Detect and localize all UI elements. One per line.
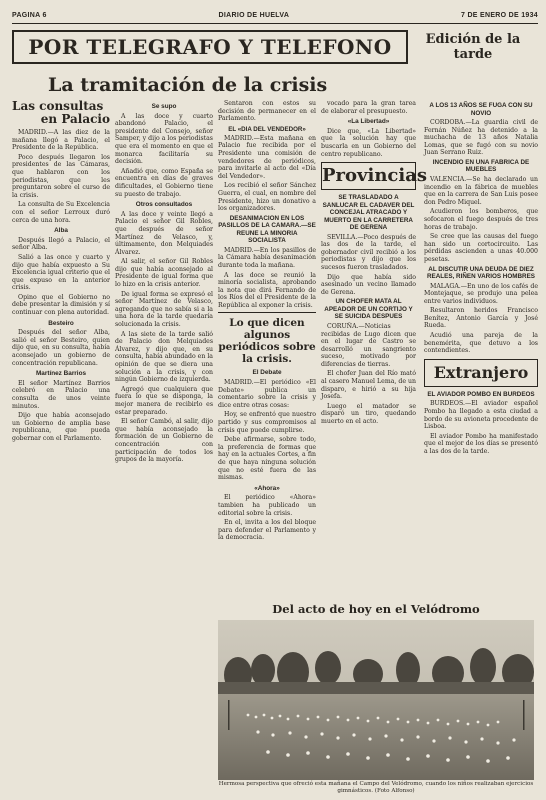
sub-otros-consultados: Otros consultados <box>135 201 193 209</box>
paragraph: Se cree que las causas del fuego han sido un cortocircuito. Las pérdidas ascienden a unas 40.000 pesetas. <box>424 233 538 263</box>
consultas-headline: Las consultas en Palacio <box>12 99 110 126</box>
paragraph: Hoy, se enfrentó que nuestro partido y sus compromisos al crisis que puede cumplirse. <box>218 411 316 434</box>
col1-besteiro <box>12 329 110 367</box>
velodromo-photo-image <box>218 620 534 780</box>
page-date: 7 DE ENERO DE 1934 <box>461 12 538 19</box>
sub-sanlucar: SE TRASLADADO A SANLUCAR EL CADAVER DEL CONCEJAL ATRACADO Y MUERTO EN LA CARRETERA DE GERENA <box>322 194 415 232</box>
main-headline: La tramitación de la crisis <box>48 74 328 96</box>
column-5 <box>424 100 538 458</box>
paragraph: De igual forma se expresó el señor Martínez de Velasco, agregando que no sabía si a la una hora de la tarde quedaría solucionada la crisis. <box>115 290 213 329</box>
paragraph: El señor Martínez Barrios celebró en Palacio una consulta de unos veinte minutos. <box>12 379 110 410</box>
col5-part4 <box>424 400 538 455</box>
sub-ahora: «Ahora» <box>254 484 280 492</box>
col5-part3 <box>424 283 538 355</box>
paragraph: Opino que el Gobierno no debe presentar la dimisión y sí continuar con plena autoridad. <box>12 293 110 317</box>
column-3 <box>218 100 316 544</box>
page-label: PAGINA 6 <box>12 12 47 19</box>
col3-part1 <box>218 135 316 213</box>
sub-fuga: A LOS 13 AÑOS SE FUGA CON SU NOVIO <box>429 102 533 117</box>
col3-part3 <box>218 379 316 482</box>
paragraph: Resultaron heridos Francisco Benítez, Antonio García y José Rueda. <box>424 307 538 330</box>
paragraph: Al salir, el señor Gil Robles dijo que había aconsejado al Presidente de igual forma que lo hizo en la crisis anterior. <box>115 258 213 289</box>
paragraph: La consulta de Su Excelencia con el señor Lerroux duró cerca de una hora. <box>12 201 110 224</box>
sub-el-debate: El Debate <box>252 369 282 377</box>
col4-intro: vocado para la gran tarea de elaborar el presupuesto. <box>321 100 416 115</box>
col5-part1 <box>424 119 538 157</box>
paragraph: SEVILLA.—Poco después de las dos de la tarde, el gobernador civil recibió a los periodistas y dijo que los sucesos fueron trasladados. <box>321 233 416 272</box>
paragraph: El aviador Pombo ha manifestado que el mejor de los días se presentó a las dos de la tarde. <box>424 432 538 455</box>
paragraph: Agregó que cualquiera que fuera lo que se disponga, la mejor manera de recibirlo es estar preparado. <box>115 385 213 416</box>
paragraph: A las doce se reunió la minoría socialista, aprobando la nota que dirá Fernando de los Ríos del el Presidente de la República al exponer la crisis. <box>218 271 316 309</box>
col3-intro: Sentaron con estos su decisión de permanecer en el Parlamento. <box>218 100 316 123</box>
paragraph: Dice que, «La Libertad» que la solución hay que buscarla en un Gobierno del centro republicano. <box>321 127 416 158</box>
col4-part3 <box>321 323 416 426</box>
sub-martinez-barrios: Martínez Barrios <box>35 370 87 378</box>
paragraph: VALENCIA.—Se ha declarado un incendio en la fábrica de muebles que en la carrera de San Luis posee don Pedro Miquel. <box>424 175 538 206</box>
paragraph: Salió a las once y cuarto y dijo que había expuesto a Su Excelencia igual criterio que el que expuso en la anterior crisis. <box>12 253 110 292</box>
col3-part2 <box>218 247 316 310</box>
paragraph: El señor Cambó, al salir, dijo que había aconsejado la formación de un Gobierno de concentración con participación de todos los grupos de la mayoría. <box>115 418 213 464</box>
paragraph: En el, invita a los del bloque para defender el Parlamento y la democracia. <box>218 519 316 542</box>
col5-part2 <box>424 176 538 264</box>
paragraph: Dijo que había aconsejado un Gobierno de amplia base republicana, que pueda gobernar con el Parlamento. <box>12 412 110 442</box>
paragraph: MADRID.—Esta mañana en Palacio fue recibida por el Presidente una comisión de vendedores de periódicos, para invitarle al acto del «Día del Vendedor». <box>218 134 316 180</box>
paragraph: CORUÑA.—Noticias recibidas de Lugo dicen que en el lugar de Castro se desarrolló un sangriento suceso, motivado por diferencias de tierras. <box>321 322 416 368</box>
column-1 <box>12 100 110 445</box>
sub-pombo: EL AVIADOR POMBO EN BURDEOS <box>427 390 535 398</box>
col4-part1 <box>321 128 416 158</box>
paragraph: Acudieron los bomberos, que sofocaron el fuego después de tres horas de trabajo. <box>424 208 538 231</box>
paragraph: Acudió una pareja de la benemérita, que detuvo a los contendientes. <box>424 332 538 355</box>
provincias-title: Provincias <box>321 162 416 190</box>
col2-part2 <box>115 211 213 464</box>
sub-alba: Alba <box>54 227 68 235</box>
sub-chofer: UN CHOFER MATA AL APEADOR DE UN CORTIJO Y SE SUICIDA DESPUES <box>324 298 413 321</box>
column-4 <box>321 100 428 428</box>
paper-name: DIARIO DE HUELVA <box>218 12 290 19</box>
paragraph: CORDOBA.—La guardia civil de Fernán Núñez ha detenido a la muchacha de 13 años Natalia Lomas, que se fugó con su novio Juan Serrano Ruiz. <box>424 119 538 157</box>
paragraph: Poco después llegaron los presidentes de las Cámaras, que hablaron con los periodistas, que les preguntaron sobre el curso de la crisis. <box>12 153 110 199</box>
col2-part1 <box>115 113 213 199</box>
paragraph: BURDEOS.—El aviador español Pombo ha llegado a esta ciudad a bordo de su avioneta procedente de Lisboa. <box>424 400 538 431</box>
paragraph: A las siete de la tarde salió de Palacio don Melquiades Álvarez, y dijo que, en su consulta, había abundado en la opinión de que se diera una solución a la crisis, y con ningún Gobierno de izquierda. <box>115 330 213 384</box>
paragraph: MADRID.—A las diez de la mañana llegó a Palacio, el Presidente de la República. <box>12 129 110 152</box>
paragraph: Añadió que, como España se encuentra en días de graves dificultades, el Gobierno tiene su puesto de trabajo. <box>115 167 213 198</box>
paragraph: Después del señor Alba, salió el señor Besteiro, quien dijo que, en su consulta, había aconsejado un gobierno de concentración republicana. <box>12 329 110 367</box>
sub-deuda: AL DISCUTIR UNA DEUDA DE DIEZ REALES, RIÑEN VARIOS HOMBRES <box>427 265 535 280</box>
masthead <box>12 30 538 64</box>
paragraph: El chofer Juan del Río mató al casero Manuel Lema, de un disparo, e hirió a su hija Josefa. <box>321 370 416 401</box>
paragraph: MADRID.—En los pasillos de la Cámara había desanimación durante toda la mañana. <box>218 246 316 269</box>
sub-se-supo: Se supo <box>151 103 177 110</box>
sub-besteiro: Besteiro <box>48 319 74 327</box>
velodromo-photo <box>218 620 534 780</box>
divider <box>218 312 316 313</box>
velodromo-caption: Hermosa perspectiva que ofreció esta mañana el Campo del Velódromo, cuando los niños realizaban ejercicios gimnásticos. (Foto Alfonso) <box>218 781 534 794</box>
col3-part4 <box>218 494 316 542</box>
paragraph: El periódico «Ahora» tambien ha publicado un editorial sobre la crisis. <box>218 494 316 517</box>
paragraph: Debe afirmarse, sobre todo, la preferencia de formas que hay en la actuales Cortes, a fin de que haya ninguna solución que no esté fuera de las mismas. <box>218 436 316 482</box>
page-header <box>12 10 538 24</box>
sub-incendio: INCENDIO EN UNA FABRICA DE MUEBLES <box>432 158 530 174</box>
paragraph: A las doce y veinte llegó a Palacio el señor Gil Robles, que después de señor Martínez de Velasco, y, últimamente, don Melquiades Álvarez. <box>115 210 213 256</box>
extranjero-title: Extranjero <box>424 359 538 387</box>
masthead-title: POR TELEGRAFO Y TELEFONO <box>12 30 408 64</box>
col4-part2 <box>321 234 416 297</box>
paragraph: Dijo que había sido asesinado un vecino llamado de Gerena. <box>321 273 416 296</box>
paragraph: MADRID.—El periódico «El Debate» publica un comentario sobre la crisis y dice entre otras cosas: <box>218 379 316 409</box>
edition-label: Edición de la tarde <box>425 32 521 62</box>
velodromo-title: Del acto de hoy en el Velódromo <box>272 602 480 616</box>
col1-alba <box>12 237 110 317</box>
col1-intro <box>12 129 110 224</box>
paragraph: MALAGA.—En uno de los cafés de Montejaque, se produjo una pelea entre varios individuos. <box>424 282 538 305</box>
periodicos-headline: Lo que dicen algunos periódicos sobre la crisis. <box>218 317 316 366</box>
column-2 <box>115 100 213 466</box>
sub-dia-vendedor: EL «DIA DEL VENDEDOR» <box>228 125 306 133</box>
col1-martinez <box>12 380 110 443</box>
sub-desanimacion: DESANIMACION EN LOS PASILLOS DE LA CAMARA.—SE REUNE LA MINORIA SOCIALISTA <box>218 214 316 245</box>
paragraph: Los recibió el señor Sánchez Guerra, el cual, en nombre del Presidente, hizo un donativo a los organizadores. <box>218 182 316 213</box>
sub-la-libertad: «La Libertad» <box>347 118 390 126</box>
paragraph: A las doce y cuarto abandonó Palacio, el presidente del Consejo, señor Samper, y dijo a los periodistas que era el momento en que el monarca facilitaría su decisión. <box>115 112 213 166</box>
paragraph: Luego el matador se disparó un tiro, quedando muerto en el acto. <box>321 402 416 426</box>
velodromo-section <box>218 602 534 798</box>
paragraph: Después llegó a Palacio, el señor Alba. <box>12 236 110 252</box>
